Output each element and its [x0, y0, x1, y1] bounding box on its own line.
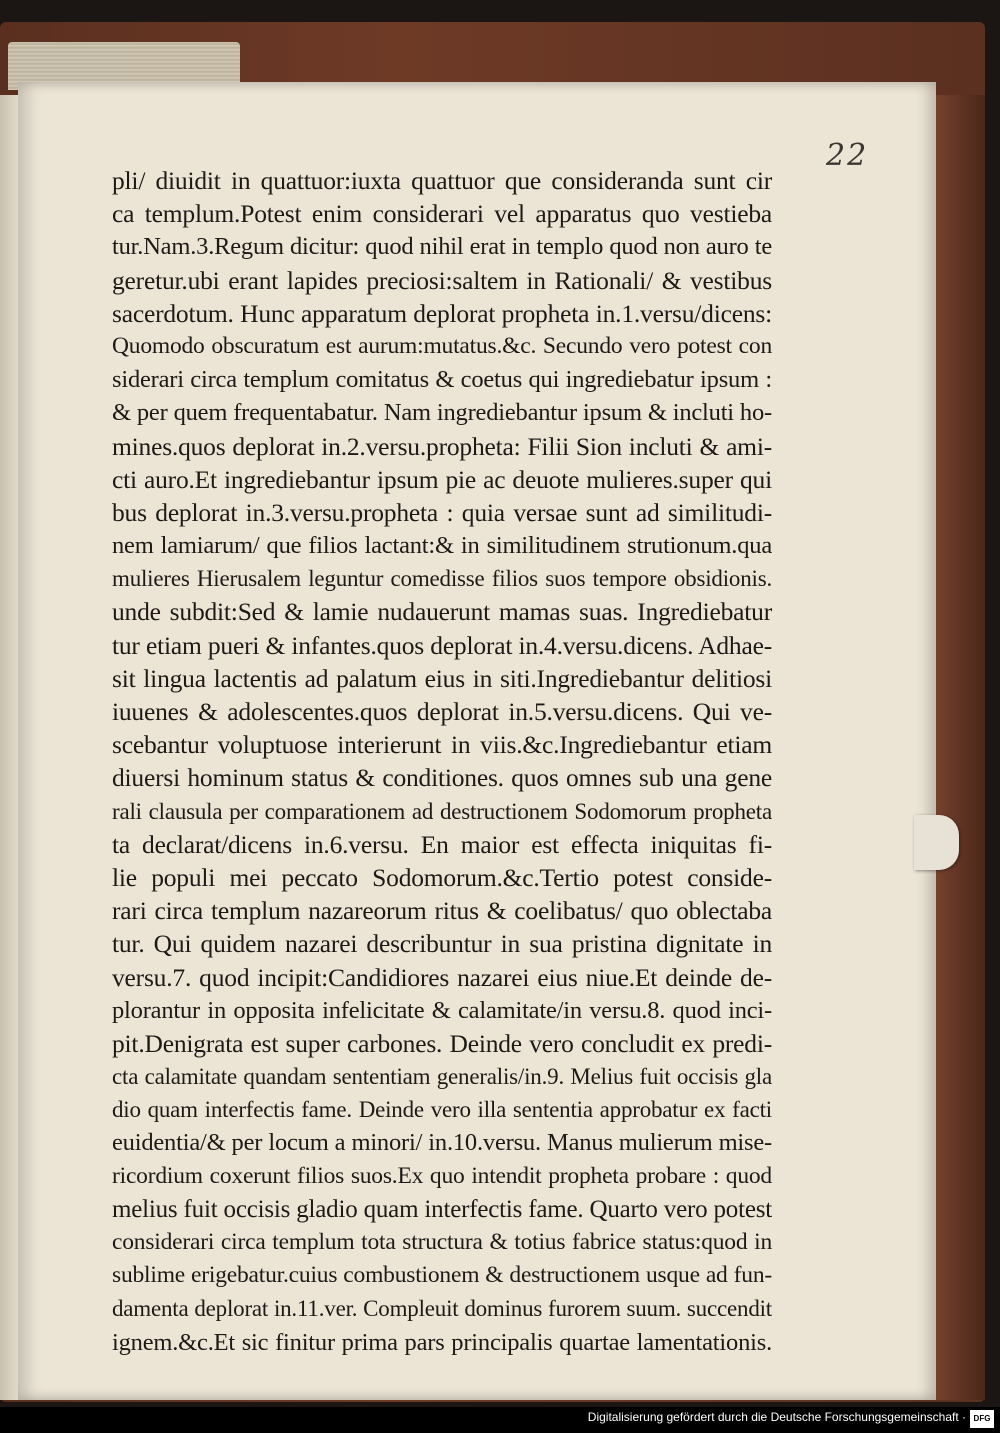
text-line: ricordium coxerunt filios suos.Ex quo intendit propheta probare : quod [112, 1162, 772, 1189]
text-line: sublime erigebatur.cuius combustionem & destructionem usque ad fun- [112, 1262, 772, 1289]
text-line: pli/ diuidit in quattuor:iuxta quattuor que consideranda sunt cir [112, 166, 772, 195]
text-line: mulieres Hierusalem leguntur comedisse filios suos tempore obsidionis. [112, 566, 772, 592]
text-line: sit lingua lactentis ad palatum eius in siti.Ingrediebantur delitiosi [112, 663, 772, 693]
text-line: damenta deplorat in.11.ver. Compleuit dominus furorem suum. succendit [112, 1296, 772, 1322]
text-line: pit.Denigrata est super carbones. Deinde vero concludit ex predi- [112, 1028, 772, 1058]
text-line: considerari circa templum tota structura & totius fabrice status:quod in [112, 1229, 772, 1255]
text-line: lie populi mei peccato Sodomorum.&c.Tertio potest conside- [112, 862, 772, 892]
text-line: melius fuit occisis gladio quam interfectis fame. Quarto vero potest [112, 1195, 772, 1223]
text-line: sacerdotum. Hunc apparatum deplorat propheta in.1.versu/dicens: [112, 298, 772, 328]
text-line: plorantur in opposita infelicitate & calamitate/in versu.8. quod inci- [112, 996, 772, 1024]
text-line: mines.quos deplorat in.2.versu.propheta: Filii Sion incluti & ami- [112, 431, 772, 461]
left-page-edge [0, 95, 20, 1400]
text-line: nem lamiarum/ que filios lactant:& in similitudinem strutionum.qua [112, 532, 772, 560]
text-line: versu.7. quod incipit:Candidiores nazarei eius niue.Et deinde de- [112, 962, 772, 992]
text-line: cti auro.Et ingrediebantur ipsum pie ac deuote mulieres.super qui [112, 464, 772, 494]
dfg-logo: DFG [970, 1410, 994, 1428]
text-line: cta calamitate quandam sententiam generalis/in.9. Melius fuit occisis gla [112, 1064, 772, 1090]
text-line: dio quam interfectis fame. Deinde vero illa sententia approbatur ex facti [112, 1097, 772, 1123]
footer-bar [0, 1407, 1000, 1433]
text-line: euidentia/& per locum a minori/ in.10.versu. Manus mulierum mise- [112, 1129, 772, 1157]
text-line: unde subdit:Sed & lamie nudauerunt mamas suas. Ingrediebatur [112, 597, 772, 627]
text-line: ta declarat/dicens in.6.versu. En maior est effecta iniquitas fi- [112, 829, 772, 859]
text-line: scebantur voluptuose interierunt in viis.&c.Ingrediebantur etiam [112, 730, 772, 760]
text-line: ignem.&c.Et sic finitur prima pars principalis quartae lamentationis. [112, 1328, 772, 1356]
text-line: rari circa templum nazareorum ritus & coelibatus/ quo oblectaba [112, 896, 772, 926]
text-line: Quomodo obscuratum est aurum:mutatus.&c. Secundo vero potest con [112, 332, 772, 359]
text-line: tur.Nam.3.Regum dicitur: quod nihil erat in templo quod non auro te [112, 233, 772, 261]
text-line: ca templum.Potest enim considerari vel apparatus quo vestieba [112, 199, 772, 229]
text-line: bus deplorat in.3.versu.propheta : quia versae sunt ad similitudi- [112, 497, 772, 527]
book-binding-edge [930, 95, 985, 1400]
text-block [112, 164, 772, 1359]
text-line: diuersi hominum status & conditiones. quos omnes sub una gene [112, 763, 772, 793]
text-line: tur etiam pueri & infantes.quos deplorat in.4.versu.dicens. Adhae- [112, 630, 772, 660]
text-line: geretur.ubi erant lapides preciosi:saltem in Rationali/ & vestibus [112, 265, 772, 295]
text-line: rali clausula per comparationem ad destructionem Sodomorum propheta [112, 798, 772, 824]
page-clip [914, 815, 959, 870]
text-line: & per quem frequentabatur. Nam ingrediebantur ipsum & incluti ho- [112, 399, 772, 427]
text-line: iuuenes & adolescentes.quos deplorat in.5.versu.dicens. Qui ve- [112, 697, 772, 726]
text-line: siderari circa templum comitatus & coetus qui ingrediebatur ipsum : [112, 366, 772, 394]
footer-credit: Digitalisierung gefördert durch die Deutsche Forschungsgemeinschaft · [587, 1410, 966, 1424]
text-line: tur. Qui quidem nazarei describuntur in sua pristina dignitate in [112, 929, 772, 959]
folio-number: 22 [826, 138, 869, 173]
